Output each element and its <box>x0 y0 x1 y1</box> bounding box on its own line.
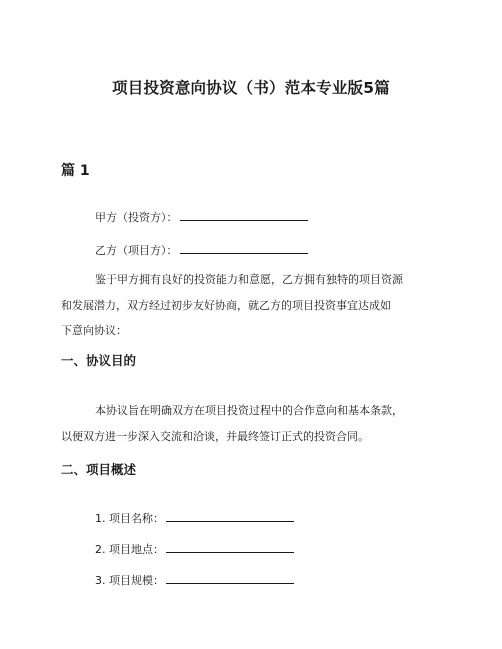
list-item-label: 项目名称： <box>109 512 164 525</box>
list-item <box>95 509 294 526</box>
project-name-blank <box>166 509 294 522</box>
list-item-number: 3. <box>95 574 106 587</box>
article1-paragraph <box>61 398 443 449</box>
list-item-label: 项目地点： <box>109 543 164 556</box>
project-location-blank <box>166 540 294 553</box>
article1-line: 本协议旨在明确双方在项目投资过程中的合作意向和基本条款， <box>95 404 403 417</box>
article1-line: 以便双方进一步深入交流和洽谈，并最终签订正式的投资合同。 <box>61 429 369 443</box>
section-heading: 篇 1 <box>61 163 90 179</box>
list-item-number: 1. <box>95 512 106 525</box>
party-b-blank <box>180 241 308 254</box>
intro-paragraph <box>61 267 443 344</box>
party-a-blank <box>180 208 308 221</box>
article2-heading: 二、项目概述 <box>61 462 137 477</box>
party-a-label: 甲方（投资方）： <box>95 211 178 224</box>
intro-line: 下意向协议： <box>61 324 127 337</box>
list-item <box>95 571 294 588</box>
intro-line: 鉴于甲方拥有良好的投资能力和意愿，乙方拥有独特的项目资源 <box>95 273 403 286</box>
list-item-number: 2. <box>95 543 106 556</box>
party-a-line <box>95 208 308 225</box>
intro-line: 和发展潜力，双方经过初步友好协商，就乙方的项目投资事宜达成如 <box>61 298 391 312</box>
list-item <box>95 540 294 557</box>
list-item-label: 项目规模： <box>109 574 164 587</box>
party-b-line <box>95 241 308 258</box>
party-b-label: 乙方（项目方）： <box>95 244 178 257</box>
document-title: 项目投资意向协议（书）范本专业版5篇 <box>112 79 390 97</box>
project-scale-blank <box>166 571 294 584</box>
article1-heading: 一、协议目的 <box>61 353 137 368</box>
